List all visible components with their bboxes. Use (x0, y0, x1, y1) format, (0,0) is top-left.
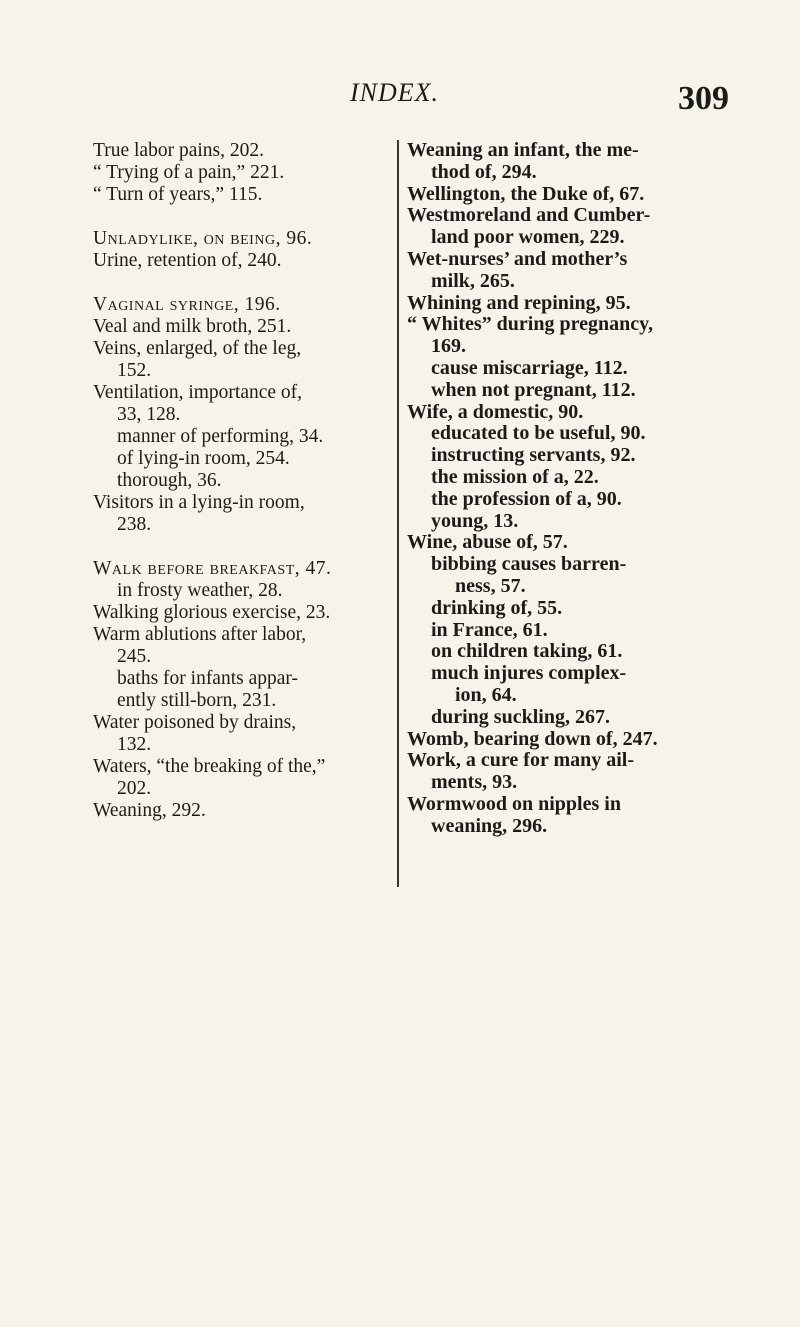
index-subentry: when not pregnant, 112. (431, 378, 636, 401)
index-entry: Womb, bearing down of, 247. (407, 727, 658, 750)
index-subentry: in frosty weather, 28. (117, 580, 283, 601)
index-subentry: manner of performing, 34. (117, 426, 324, 447)
index-entry: Urine, retention of, 240. (93, 250, 282, 271)
index-entry: Waters, “the breaking of the,” (93, 756, 326, 777)
index-subentry: on children taking, 61. (431, 640, 623, 663)
index-entry-continuation: ness, 57. (455, 574, 526, 597)
index-entry: “ Whites” during pregnancy, (407, 313, 653, 336)
index-subentry: drinking of, 55. (431, 596, 563, 619)
index-entry: Walking glorious exercise, 23. (93, 602, 331, 623)
index-subentry: in France, 61. (431, 618, 548, 641)
index-entry-continuation: 238. (117, 514, 152, 535)
index-entry-continuation: 202. (117, 778, 152, 799)
index-entry: Visitors in a lying-in room, (93, 492, 305, 513)
index-entry: Warm ablutions after labor, (93, 624, 307, 645)
section-gap (93, 206, 391, 228)
index-entry-continuation: ently still-born, 231. (117, 690, 277, 711)
index-entry-continuation: 169. (431, 335, 466, 358)
index-entry: “ Trying of a pain,” 221. (93, 162, 285, 183)
index-entry-continuation: 33, 128. (117, 404, 181, 425)
index-entry: Walk before breakfast, 47. (93, 558, 332, 579)
page-header (0, 58, 800, 118)
index-entry-continuation: 152. (117, 360, 152, 381)
index-subentry: bibbing causes barren- (431, 553, 627, 576)
running-title: INDEX. (350, 78, 440, 107)
index-subentry: thorough, 36. (117, 470, 222, 491)
index-entry: True labor pains, 202. (93, 140, 264, 161)
index-subentry: educated to be useful, 90. (431, 422, 646, 445)
index-entry: Weaning, 292. (93, 800, 206, 821)
index-entry: “ Turn of years,” 115. (93, 184, 263, 205)
index-column-right (407, 140, 742, 838)
index-subentry: much injures complex- (431, 662, 627, 685)
index-entry: Veal and milk broth, 251. (93, 316, 292, 337)
index-entry-continuation: land poor women, 229. (431, 226, 625, 249)
index-entry-continuation: 245. (117, 646, 152, 667)
index-entry: Westmoreland and Cumber- (407, 204, 651, 227)
index-entry-continuation: ments, 93. (431, 771, 518, 794)
index-subentry: the mission of a, 22. (431, 465, 599, 488)
index-entry-continuation: ion, 64. (455, 683, 517, 706)
page-number: 309 (678, 80, 729, 117)
index-entry: Ventilation, importance of, (93, 382, 303, 403)
index-entry-continuation: weaning, 296. (431, 814, 548, 837)
index-entry: Wormwood on nipples in (407, 792, 621, 815)
index-subentry: of lying-in room, 254. (117, 448, 290, 469)
index-subentry: cause miscarriage, 112. (431, 356, 628, 379)
index-entry: Wellington, the Duke of, 67. (407, 182, 645, 205)
index-entry: Water poisoned by drains, (93, 712, 297, 733)
index-entry: Weaning an infant, the me- (407, 139, 639, 161)
index-entry: Whining and repining, 95. (407, 291, 631, 314)
index-entry: Wet-nurses’ and mother’s (407, 247, 628, 270)
section-gap (93, 272, 391, 294)
index-subentry: baths for infants appar- (117, 668, 299, 689)
index-entry-continuation: thod of, 294. (431, 160, 537, 183)
index-entry: Wife, a domestic, 90. (407, 400, 584, 423)
index-subentry: the profession of a, 90. (431, 487, 622, 510)
index-entry-continuation: milk, 265. (431, 269, 515, 292)
index-entry: Work, a cure for many ail- (407, 749, 635, 772)
column-divider (397, 140, 399, 887)
section-gap (93, 536, 391, 558)
index-entry-continuation: 132. (117, 734, 152, 755)
index-entry: Wine, abuse of, 57. (407, 531, 568, 554)
index-subentry: young, 13. (431, 509, 519, 532)
index-subentry: during suckling, 267. (431, 705, 610, 728)
index-entry: Veins, enlarged, of the leg, (93, 338, 302, 359)
index-column-left (93, 140, 391, 822)
index-subentry: instructing servants, 92. (431, 444, 636, 467)
index-entry: Vaginal syringe, 196. (93, 294, 281, 315)
index-entry: Unladylike, on being, 96. (93, 228, 313, 249)
